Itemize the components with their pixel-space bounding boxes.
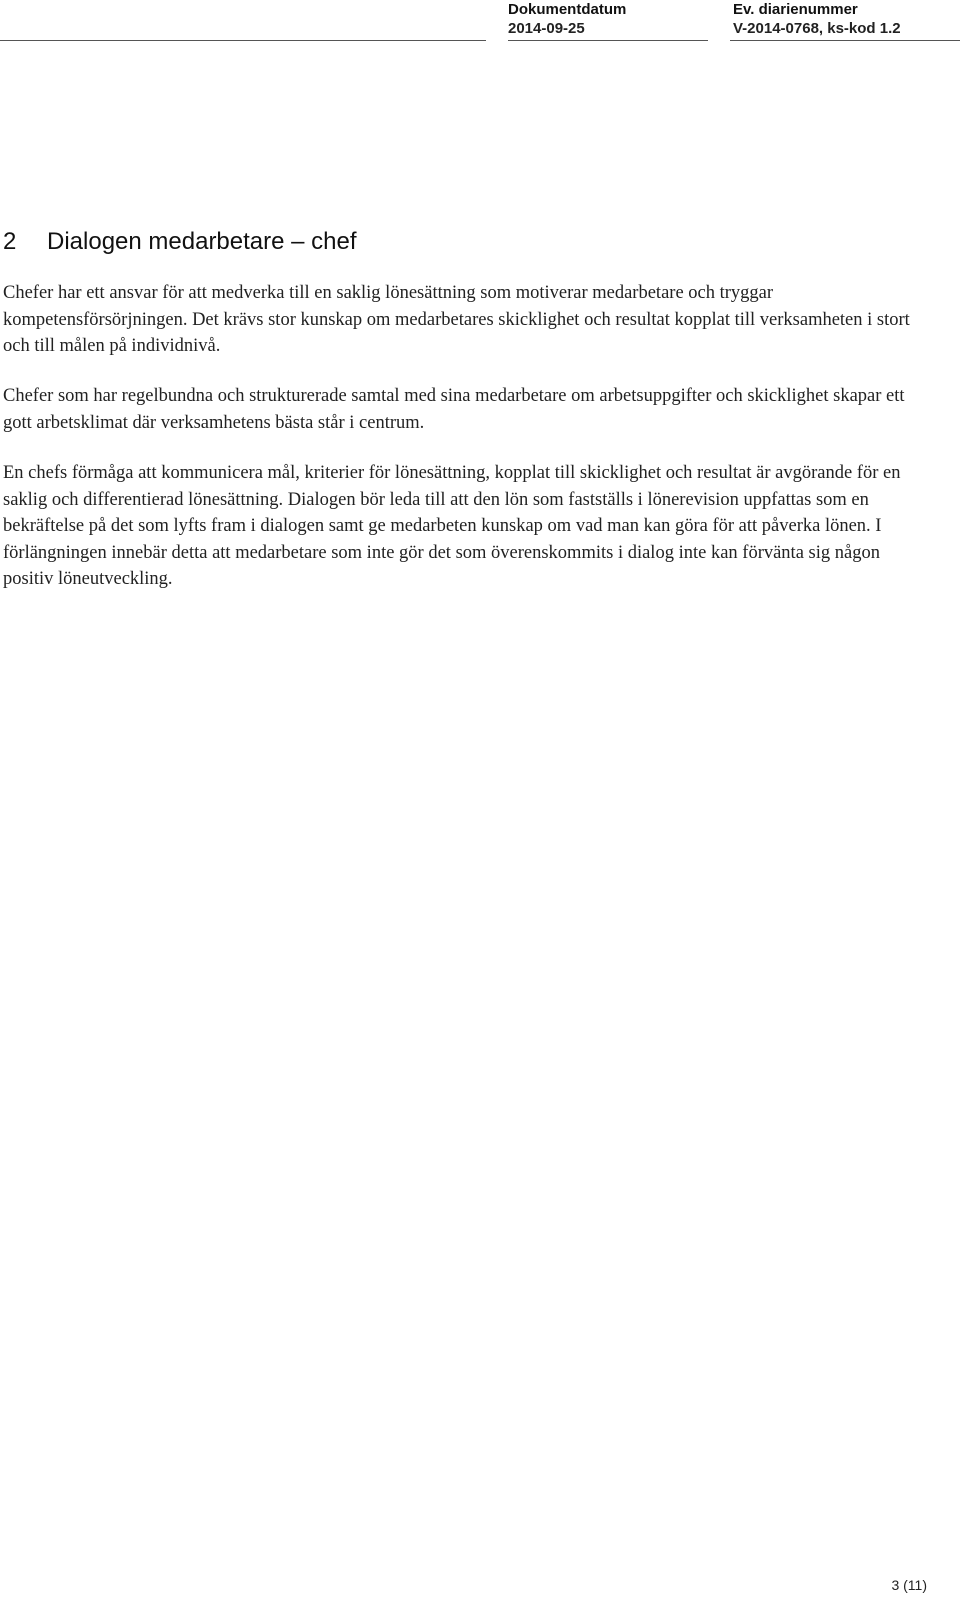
- header-rule-left: [0, 40, 486, 41]
- header-rule-right: [730, 40, 960, 41]
- section-heading: [3, 228, 357, 256]
- section-title: Dialogen medarbetare – chef: [47, 228, 357, 255]
- paragraph-2: Chefer som har regelbundna och strukturerade samtal med sina medarbetare om arbetsuppgifter och skicklighet skapar ett gott arbetsklimat där verksamhetens bästa står i centrum.: [3, 386, 905, 433]
- header-ref-label: Ev. diarienummer: [733, 1, 858, 18]
- header-rule-middle: [508, 40, 708, 41]
- paragraph-3: En chefs förmåga att kommunicera mål, kriterier för lönesättning, kopplat till skicklighet och resultat är avgörande för en saklig och differentierad lönesättning. Dialogen bör leda till att den lön som fastställs i lönerevision uppfattas som en bekräftelse på det som lyfts fram i dialogen samt ge medarbeten kunskap om vad man kan göra för att påverka lönen. I förlängningen innebär detta att medarbetare som inte gör det som överenskommits i dialog inte kan förvänta sig någon positiv löneutveckling.: [3, 463, 901, 589]
- document-header: [0, 0, 960, 44]
- section-number: 2: [3, 228, 17, 255]
- header-date-label: Dokumentdatum: [508, 1, 627, 18]
- header-date-value: 2014-09-25: [508, 20, 585, 37]
- header-ref-value: V-2014-0768, ks-kod 1.2: [733, 20, 901, 37]
- page-number: 3 (11): [891, 1577, 927, 1593]
- paragraph-1: Chefer har ett ansvar för att medverka till en saklig lönesättning som motiverar medarbetare och tryggar kompetensförsörjningen. Det krävs stor kunskap om medarbetares skicklighet och resultat kopplat till verksamheten i stort och till målen på individnivå.: [3, 283, 910, 356]
